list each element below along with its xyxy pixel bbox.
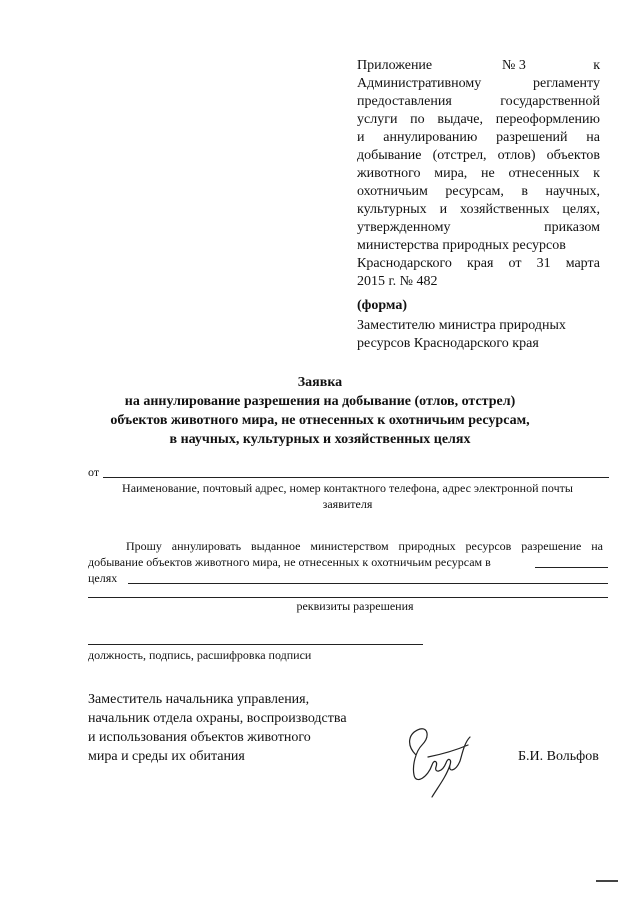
appendix-date-line: Краснодарского края от 31 марта <box>357 256 600 271</box>
signatory-line: Заместитель начальника управления, <box>88 692 310 707</box>
handwritten-signature-icon <box>398 715 478 800</box>
appendix-label: Приложение <box>357 58 433 73</box>
addressee <box>357 317 607 353</box>
appendix-to: к <box>593 58 600 73</box>
purpose-input-line-2[interactable] <box>128 583 608 584</box>
permit-caption: реквизиты разрешения <box>296 599 414 613</box>
applicant-caption-line: заявителя <box>322 497 373 511</box>
applicant-caption <box>100 480 595 512</box>
appendix-order-number: 2015 г. № 482 <box>357 274 438 289</box>
signatory-name: Б.И. Вольфов <box>518 749 599 764</box>
appendix-line-1 <box>357 57 600 75</box>
signature-input-line[interactable] <box>88 644 423 645</box>
permit-input-line[interactable] <box>88 597 608 598</box>
addressee-line: Заместителю министра природных <box>357 318 566 333</box>
form-label: (форма) <box>357 298 408 313</box>
appendix-text-line: добывание (отстрел, отлов) объектов <box>357 148 600 163</box>
appendix-text-line: охотничьим ресурсам, в научных, <box>357 184 600 199</box>
signatory-position <box>88 690 388 766</box>
appendix-text-line: Административному регламенту <box>357 76 600 91</box>
document-subtitle: на аннулирование разрешения на добывание (отлов, отстрел) объектов животного мира, не отнесенных к охотничьим ресурсам, в научных, культурных и хозяйственных целях <box>110 394 530 447</box>
applicant-input-line[interactable] <box>103 477 609 478</box>
appendix-reference <box>357 57 600 291</box>
appendix-text-line: предоставления государственной <box>357 94 600 109</box>
appendix-text-line: услуги по выдаче, переоформлению <box>357 112 600 127</box>
from-label: от <box>88 465 100 479</box>
appendix-number: № 3 <box>502 58 526 73</box>
request-text: Прошу аннулировать выданное министерством природных ресурсов разрешение на добывание объектов животного мира, не отнесенных к охотничьим ресурсам в <box>88 539 603 569</box>
signatory-line: мира и среды их обитания <box>88 749 245 764</box>
purpose-input-line-1[interactable] <box>535 567 608 568</box>
appendix-text-line: утвержденному приказом <box>357 220 600 235</box>
request-paragraph <box>88 538 603 570</box>
addressee-line: ресурсов Краснодарского края <box>357 336 539 351</box>
purpose-label: целях <box>88 571 118 585</box>
scan-artifact <box>596 880 618 882</box>
appendix-ministry-line: министерства природных ресурсов <box>357 238 566 253</box>
applicant-caption-line: Наименование, почтовый адрес, номер контактного телефона, адрес электронной почты <box>122 481 573 495</box>
signatory-line: и использования объектов животного <box>88 730 311 745</box>
appendix-text-line: культурных и хозяйственных целях, <box>357 202 600 217</box>
signatory-line: начальник отдела охраны, воспроизводства <box>88 711 347 726</box>
document-title: Заявка <box>297 375 343 390</box>
appendix-text-line: и аннулированию разрешений на <box>357 130 600 145</box>
signature-caption: должность, подпись, расшифровка подписи <box>88 648 312 662</box>
appendix-text-line: животного мира, не отнесенных к <box>357 166 600 181</box>
